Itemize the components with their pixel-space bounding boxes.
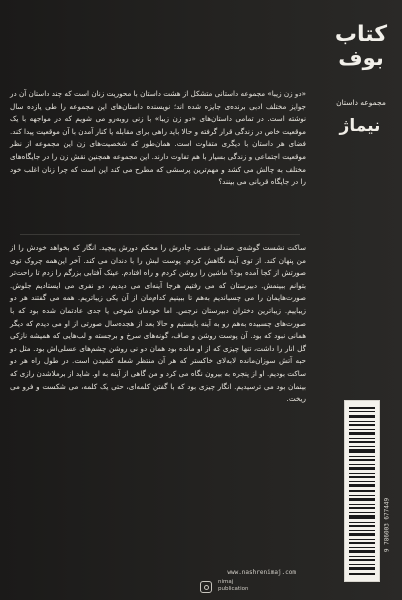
barcode bbox=[344, 400, 380, 582]
social-handle bbox=[200, 580, 290, 594]
brand-line-1: کتاب bbox=[334, 22, 388, 47]
brand-line-2: بوف bbox=[338, 46, 384, 70]
publisher-website: www.nashrenimaj.com bbox=[227, 569, 296, 576]
social-handle-text bbox=[218, 579, 248, 593]
publisher-logo bbox=[336, 115, 384, 137]
barcode-bars-icon bbox=[345, 401, 379, 581]
book-boof-logo bbox=[330, 24, 392, 69]
social-line-1: nimaj bbox=[218, 579, 234, 585]
instagram-icon bbox=[200, 581, 212, 593]
isbn-text: 9 786003 677449 bbox=[383, 497, 391, 553]
excerpt-paragraph: ساکت نشست گوشه‌ی صندلی عقب. چادرش را محکم دورش پیچید. انگار که بخواهد خودش را از من پنهان کند. از توی آینه نگاهش کردم. پوست لبش را با دندان می کند. آخر این‌همه چروک توی صورتش از کجا آمده بود؟ ماشین را روشن کردم و راه افتادم. عینک آفتابی بزرگم را زدم تا راحت‌تر بتوانم ببینمش. دبیرستان که می رفتیم هرجا آینه‌ای می دیدیم، دو نفری می ایستادیم جلوش. صورت‌هایمان را می چسباندیم به‌هم تا ببینیم کدام‌مان از آن یکی زیباتریم. همه می گفتند هر دو زیباییم. زیباترین دختران دبیرستان نرجس. اما خودمان شوخی یا جدی عادتمان شده بود که با صورت‌های چسبیده به‌هم رو به آینه بایستیم و حالا بعد از هجده‌سال صورتی از او می دیدم که دیگر همانی نبود که بود. آن پوست روشن و صاف، گونه‌های سرخ و برجسته و لب‌هایی که همیشه نازکی گل انار را داشت، تنها چیزی که از او مانده بود همان دو نی روشن چشم‌های عسلی‌اش بود. مثل دو حبه آتش سوزان‌مانده لابه‌لای خاکستر که هر آن منتظر شعله کشیدن است. در طول راه هر دو ساکت بودیم. او از پنجره به بیرون نگاه می کرد و من گاهی از آینه به او. شاید از برملاشدن رازی که بینمان بود می ترسیدیم. انگار چیزی بود که با گفتن کلمه‌ای، حتی یک کلمه، می شکست و فرو می ریخت. bbox=[10, 243, 306, 404]
social-line-2: publication bbox=[218, 586, 249, 592]
collection-label: مجموعه داستان bbox=[336, 98, 386, 107]
isbn-number bbox=[382, 470, 392, 580]
section-divider bbox=[20, 234, 300, 235]
synopsis-paragraph: «دو زن زیبا» مجموعه داستانی متشکل از هشت داستان با محوریت زنان است که چند داستان آن در جوایز مختلف ادبی برنده‌ی جایزه شده اند؛ نویسنده داستان‌های این مجموعه را طی یازده سال نوشته است. در تمامی داستان‌های «دو زن زیبا» با زنی روبه‌رو می شویم که در مواجهه با یک موقعیت خاص در زندگی قرار گرفته و حالا باید راهی برای مقابله یا کنار آمدن با آن موقعیت پیدا کند. فضای هر داستان با دیگری متفاوت است. همان‌طور که شخصیت‌های زن این مجموعه از نظر موقعیت اجتماعی و زندگی بسیار با هم تفاوت دارند. این مجموعه همچنین نقش زن را در جایگاه‌های مختلف به چالش می کشد و مهم‌ترین پرسشی که مطرح می کند این است که چرا زنان اغلب خود را در جایگاه قربانی می بینند؟ bbox=[10, 89, 306, 187]
publisher-logo-text: نیماژ bbox=[339, 116, 381, 136]
